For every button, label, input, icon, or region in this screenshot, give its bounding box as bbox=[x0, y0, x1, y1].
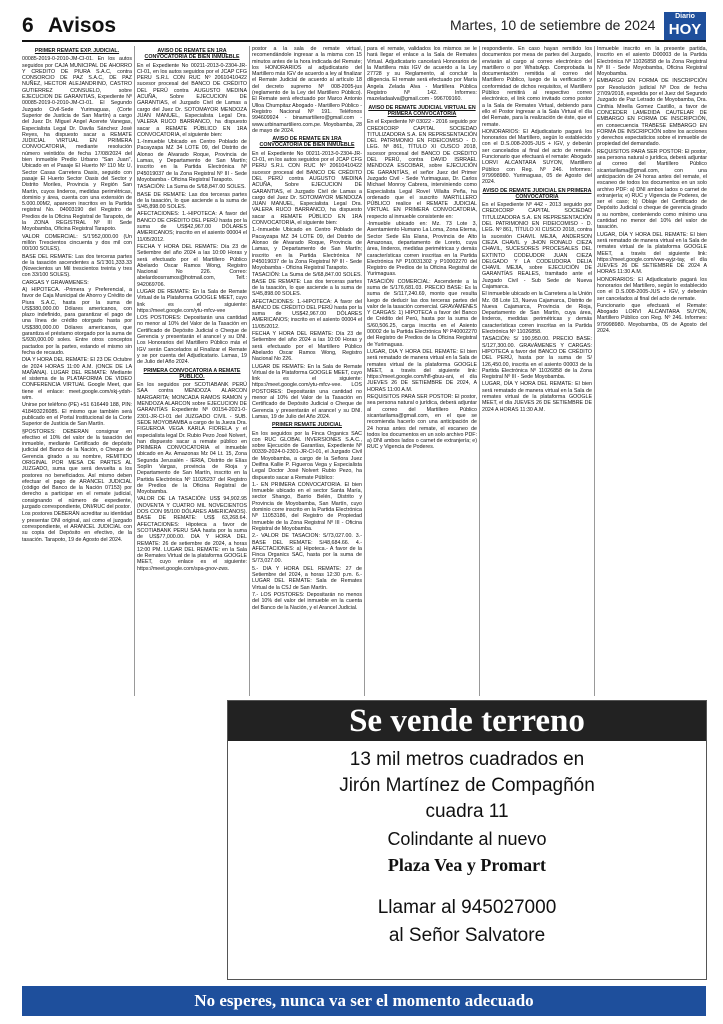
logo-main-text: HOY bbox=[668, 21, 702, 38]
ad-title: Se vende terreno bbox=[228, 701, 706, 741]
column-5 bbox=[482, 46, 592, 696]
notice-paragraph: AFECTACIONES: 1.-HIPOTECA: A favor del BANCO DE CRÉDITO DEL PERÚ hasta por la suma de US$42,967.00 DÓLARES AMERICANOS; inscrito en el asiento 00004 el 11/05/2012. bbox=[137, 211, 247, 243]
logo-top-text: Diario bbox=[675, 13, 695, 20]
newspaper-logo bbox=[664, 12, 706, 40]
notice-heading: AVISO DE REMATE EN 1RA CONVOCATORIA DE BIEN INMUEBLE bbox=[259, 136, 355, 149]
notice-paragraph: FECHA Y HORA DEL REMATE: Día 23 de Setiembre del año 2024 a las 10:00 Horas y será efectuado por el Martillero Público Abelardo Oscar Ramos Wong, Registro Nacional No 226. Correo: abelardoosrramos@hotmail.com, Telf.: 942069706. bbox=[137, 243, 247, 288]
column-6 bbox=[597, 46, 707, 696]
notice-paragraph: TASACIÓN: La Suma de S/68,847.00 SOLES. BASE DE REMATE: Las dos terceras partes de la tasación, lo que asciende a la suma de S/45,898.00 SOLES. bbox=[252, 272, 362, 298]
notice-paragraph: CARGAS Y GRAVAMENES: bbox=[22, 279, 89, 286]
notice-paragraph: FECHA Y HORA DEL REMATE: Día 23 de Setiembre del año 2024 a las 10:00 Horas y será efectuado por el Martillero Público Abelardo Oscar Ramos Wong, Registro Nacional No 226. bbox=[252, 331, 362, 363]
notice-paragraph: Unirse por teléfono (PE) +51 616449 188, PIN: 418493226085. El mismo que también será publicado en el Portal Institucional de la Corte Superior de Justicia de San Martín. bbox=[22, 402, 132, 428]
notice-paragraph: BASE DE REMATE: Las dos terceras partes de la tasación, lo que asciende a la suma de S/45,898.00 SOLES. bbox=[137, 191, 247, 211]
notice-paragraph: El inmueble ubicado en la Carretera a la Unión Mz. 08 Lote 13, Nueva Cajamarca, Distrito de Nueva Cajamarca, Provincia de Rioja, Departamento de San Martín, cuya área, linderos, medidas perimétricas y demás características corren inscritas en la Partida Electrónica Nº 11026858. bbox=[482, 291, 592, 336]
notice-paragraph: §POSTORES: DEBERAN consignar en efectivo el 10% del valor de la tasación del inmueble, mediante Certificado de depósito judicial del Banco de la Nación, o Cheque de Gerencia girado a su nombre, REMITIDO ORIGINAL POR MESA DE PARTES AL JUZGADO, suma que será devuelta a los postores no beneficiados. Así mismo deben efectuar el pago de ARANCEL JUDICIAL (código del Banco de la Nación 07153) por derecho a participar en el remate judicial, consignando el número de expediente, juzgado correspondiente, DNI/RUC del postor. bbox=[22, 428, 132, 511]
notice-paragraph: EMBARGO EN FORMA DE INSCRIPCIÓN por Resolución judicial Nº Dos de fecha 27/09/2018, expedida por el Juez del Segundo Juzgado de Paz Letrado de Moyobamba, Dra. Cinthia Mirella Gomez Castillo, a favor de CONCEDER LAMEDIDA CAUTELAR DE EMBARGO EN FORMA DE INSCRIPCIÓN, en consecuencia TRABESE EMBARGO EN FORMA DE INSCRIPCIÓN sobre los acciones y derechos expectaticios sobre el inmueble de propiedad del demandado. bbox=[597, 78, 707, 148]
notice-paragraph: postor a la sala de remate virtual, recomendándole ingresar a la misma con 15 minutos antes de la hora indicada del Remate; los HONORARIOS al adjudicatario del Martillero más IGV de acuerdo a ley al finalizar el Remate Judicial de acuerdo al artículo 18 del decreto supremo Nº 008-2005-jus (reglamento de la Ley del Martillero Público). El Remate será efectuado por Marco Antonio Ulloa Chumpitaz Abogado - Martillero Público - Registro Nacional Nº 191. Teléfonos 994609924 - binamartiliero@gmail.com - www.urbinamartiliero.com.pe. Moyobamba, 28 de mayo de 2024. bbox=[252, 46, 362, 134]
column-1 bbox=[22, 46, 132, 696]
notice-paragraph: LUGAR, DÍA Y HORA DEL REMATE: El bien será rematado de manera virtual en la Sala de remates virtual de la plataforma GOOGLE MEET, a través del siguiente link: https://meet.google.com/vwe-ayjz-tay, el día JUEVES 26 DE SETIEMBRE DE 2024 A HORAS 11:30 A.M. bbox=[597, 231, 707, 276]
notice-paragraph: En los seguidos por la Finca Organics SAC con RUC GLOBAL INVERSIONES S.A.C., sobre Ejecución de Garantías, Expediente Nº 00339-2024-0-2301-JR-CI-01, el Juzgado Civil de Moyobamba, a cargo de la Señora Juez Deifina Kallie P. Figueroa Vega y Especialista Legal Doctor José Nolvert Rubio Pezo, ha dispuesto sacar a Remate Público: bbox=[252, 430, 362, 481]
notice-paragraph: TASACIÓN: S/ 190,950.00. PRECIO BASE: S/127,300.00. GRAVÁMENES Y CARGAS: HIPOTECA a favor del BANCO DE CRÉDITO DEL PERÚ, hasta por la suma de S/ 126,450.00, inscrita en el asiento 00003 de la Partida Electrónica Nº 11026858 de la Zona Registral Nº III - Sede Moyobamba. bbox=[482, 336, 592, 381]
notice-paragraph: 1.- EN PRIMERA CONVOCATORIA. El bien Inmueble ubicado en el sector Santa María, sector Shango, Barrio Belén, Distrito y Provincia de Moyobamba, San Martín, cuyo dominio corre inscrito en la Partida Electrónica Nº 11053186, del Registro de Propiedad Inmueble de la Zona Registral Nº III - Oficina Registral de Moyobamba. bbox=[252, 481, 362, 532]
notice-heading: PRIMER REMATE JUDICIAL bbox=[272, 422, 342, 429]
notice-heading: PRIMERA CONVOCATORIA A REMATE PÚBLICO. bbox=[143, 367, 241, 380]
ad-line-phone: Llamar al 945027000 bbox=[377, 897, 557, 918]
notice-paragraph: VALOR DE LA TASACIÓN: US$ 94,902.95 (NOVENTA Y CUATRO MIL NOVECIENTOS DOS CON 95/100 DÓLARES AMERICANOS). BASE DE REMATE: US$ 63,268.64. AFECTACIONES: Hipoteca a favor de SCOTIABANK PERU SAA hasta por la suma de US$77,000.00. DIA Y HORA DEL REMATE: 26 de setiembre de 2024, a horas 12:00 PM. LUGAR DEL REMATE: en la Sala de Remates Virtual de la plataforma GOOGLE MEET, cuyo enlace es el siguiente: https://meet.google.com/spa-gnov-zws. bbox=[137, 496, 247, 572]
notice-paragraph: para el remate, validados los mismos se le hará llegar el enlace a la Sala de Remates Virtual. Adjudicatario cancelará Honorarios de la Martillera más IGV de acuerdo a la Ley 27728 y su Reglamento, al concluir la diligencia. El remate será efectuado por María Angela Zelada Alva - Martillera Pública Registro Nº 142. Informes: mazeladaalva@gmail.com - 996709160. bbox=[367, 46, 477, 103]
notice-paragraph: HONORARIOS: El Adjudicatario pagará los honorarios del Martillero, según lo establecido con el D.S.008-2005-JUS + IGV, y deberán ser cancelados al final del acto de remate. Funcionario que efectuará el remate: Abogado LORVI ALCANTARA SUYON, Martillero Público con Reg. Nº 246. Informes: 979998980. Yurimaguas, 05 de Agosto del 2024. bbox=[482, 128, 592, 186]
notice-paragraph: 5.- DIA Y HORA DEL REMATE: 27 de Setiembre del 2024, a horas 12:30 p.m. 6.- LUGAR DEL REMATE: Sala de Remates Virtual de la CSJ de San Martín. bbox=[252, 565, 362, 591]
ad-line-street: Jirón Martínez de Compagñón bbox=[339, 775, 595, 796]
header-rule bbox=[22, 40, 706, 42]
notice-paragraph: 1.-Inmueble Ubicado en Centro Poblado de Pacayzapa MZ 34 LOTE 09, del Distrito de Alonso de Alvarado Roque, Provincia de Lamas, y Departamento de San Martín; inscrito en la Partida Electrónica Nº P45019037 de la Zona Registral Nº III - Sede Moyobamba - Oficina Registral Tarapoto. bbox=[252, 227, 362, 272]
notice-paragraph: HONORARIOS: El Adjudicatario pagará los honorarios del Martillero, según lo establecido con el D.S.008-2005-JUS + IGV, y deberán ser cancelados al final del acto de remate. bbox=[597, 276, 707, 302]
notice-columns bbox=[22, 46, 706, 696]
notice-paragraph: TASACIÓN: La Suma de S/68,847.00 SOLES. bbox=[137, 184, 246, 191]
column-3 bbox=[252, 46, 362, 696]
notice-heading: AVISO DE REMATE JUDICIAL VIRTUAL EN PRIMERA CONVOCATORIA bbox=[368, 104, 476, 117]
column-2 bbox=[137, 46, 247, 696]
notice-paragraph: LOS POSTORES: Depositarán una cantidad no menor al 10% del Valor de la Tasación en Certificado de Depósito Judicial o Cheque de Gerencia y presentarán el arancel y su DNI. Los Honorarios del Martillero Público más el IGV serán Cancelados al Finalizar el Remate y se por cuenta del Adjudicatario. Lamas, 19 de Julio del Año 2024. bbox=[137, 315, 247, 366]
column-divider bbox=[249, 46, 250, 696]
notice-paragraph: REQUISITOS PARA SER POSTOR: El postor, sea persona natural o jurídica, deberá adjuntar al correo del Martillero Público sicantarilama@gmail.com, con una anticipación de 24 horas antes del remate, el escaneo de todos los documentos en un solo archivo PDF: a) DNI ambos lados o carnet de extranjería; e) RUC y Vigencia de Poderes, de ser el caso; b) Oblaje del Certificado de Depósito Judicial o cheque de gerencia girado a su nombre, conteniendo como mínimo una cantidad no menor del 10% del valor de tasación. bbox=[597, 148, 707, 231]
notice-paragraph: En los seguidos por SCOTIABANK PERÚ SAA contra MENDOZA ALARCON MARGARITA; MONCADA RAMOS RAMON y MENDOZA ALARCON sobre EJECUCION DE GARANTÍAS Expediente Nº 00154-2021-0-2301-JR-CI-01 del JUZGADO CIVIL - SUB. SEDE MOYOBAMBA a cargo de la Jueza Dra. FIGUEROA VEGA KARLA FIORELA y el especialista legal Dr. Rubio Pezo José Nolvert, han dispuesto sacar a remate público en PRIMERA CONVOCATORIA el inmueble ubicado en Av. Amazonas Mz 04 Lt. 15, Zona Segunda Jerusalén - IERIA, Distrito de Elías Soplín Vargas, provincia de Rioja y Departamento de San Martín, inscrito en la Partida Electrónica Nº 11026237 del Registro de Predios de la Oficina Registral de Moyobamba. bbox=[137, 382, 247, 496]
page-number: 6 bbox=[22, 14, 34, 37]
column-divider bbox=[479, 46, 480, 696]
notice-paragraph: En el Expediente Nº 03022 - 2016 seguido por CREDICORP CAPITAL SOCIEDAD TITULIZADORA S.A. EN REPRESENTACIÓN DEL PATRIMONIO EN FIDEICOMISO - D. LEG. Nº 861, TÍTULO XI CUSCO 2018, sucesor procesal del BANCO DE CRÉDITO DEL PERÚ, contra DAVID ISRRAEL MENDOZA ESCOBAR, sobre EJECUCIÓN DE GARANTÍAS, el señor Juez del Primer Juzgado Civil - Sede Yurimaguas, Dr. Carlos Michael Monroy Cabrera, interviniendo como Especialista Legal Rovel Villalta Peña, ha ordenado que el suscrito MARTILLERO PÚBLICO realice el REMATE JUDICIAL VIRTUAL EN PRIMERA CONVOCATORIA, respecto al inmueble consistente en: bbox=[367, 119, 477, 220]
issue-date: Martes, 10 de setiembre de 2024 bbox=[450, 17, 656, 33]
notice-heading: AVISO DE REMATE EN 1RA CONVOCATORIA DE BIEN INMUEBLE bbox=[144, 48, 240, 61]
ad-line-stores: Plaza Vea y Promart bbox=[387, 855, 547, 875]
notice-paragraph: TASACIÓN COMERCIAL: Ascendente a la suma de S/176,681.03. PRECIO BASE: Es la suma de S/117,240.69, monto que resulta luego de deducir las dos terceras partes del valor de la tasación comercial. GRAVÁMENES Y CARGAS: 1) HIPOTECA a favor del Banco de Crédito del Perú, hasta por la suma de S/60,506.25, carga inscrita en el Asiento 00002 de la Partida Electrónica Nº P40002270 del Registro de Predios de la Oficina Registral de Yurimaguas. bbox=[367, 278, 477, 348]
column-divider bbox=[594, 46, 595, 696]
ad-line-area: 13 mil metros cuadrados en bbox=[349, 749, 585, 770]
notice-paragraph: BASE DEL REMATE: Las dos terceras partes de la tasación ascendentes a S/1'301,333.33 (Novecientos un Mil trescientos treinta y tres con 33/100 SOLES). bbox=[22, 253, 132, 279]
notice-paragraph: En el Expediente No 00211-2013-0-2304-JR-CI-01, en los autos seguidos por el JCAP CFG PERU S.R.L CON RUC Nº 20610410422 sucesor procesal del BANCO DE CRÉDITO DEL PERÚ contra AUGUSTO MEDINA ACUÑA, Sobre EJECUCION DE GARANTIAS, el Juzgado Civil de Lamas a cargo del Juez Dr. SOTOMAYOR MENDOZA JUAN MANUEL, Especialista Legal Dra. VALERA RUCO BARRANCO, ha dispuesto sacar a REMATE PÚBLICO EN 1RA CONVOCATORIA, el siguiente bien: bbox=[252, 150, 362, 227]
notice-paragraph: 2.- VALOR DE TASACION: S/73,027.00. 3.- BASE DEL REMATE: S/48,684.66. 4.- AFECTACIONES: a) Hipoteca.- A favor de la Finca Organics SAC, hasta por la suma de S/73,027.00. bbox=[252, 533, 362, 565]
notice-paragraph: En el Expediente No 00211-2013-0-2304-JR-CI-01, en los autos seguidos por el JCAP CFG PERU S.R.L CON RUC Nº 20610410422 sucesor procesal del BANCO DE CRÉDITO DEL PERÚ contra AUGUSTO MEDINA ACUÑA, Sobre EJECUCION DE GARANTIAS, el Juzgado Civil de Lamas a cargo del Juez Dr. SOTOMAYOR MENDOZA JUAN MANUEL, Especialista Legal Dra. VALERA RUCO BARRANCO, ha dispuesto sacar a REMATE PÚBLICO EN 1RA CONVOCATORIA, el siguiente bien: bbox=[137, 62, 247, 138]
footer-banner: No esperes, nunca va ser el momento adecuado bbox=[22, 986, 706, 1016]
notice-paragraph: Inmueble inscrito en la presente partida, inscrito en el asiento D00003 de la Partida Electrónica Nº 11026858 de la Zona Registral Nº III - Sede Moyobamba, Oficina Registral Moyobamba. bbox=[597, 46, 707, 78]
notice-paragraph: Los postores DEBERÁN acreditar su identidad y presentar DNI original, así como el juzgado correspondiente, el ARANCEL JUDICIAL con su copia del Depósito en efectivo, de la tasación. Tarapoto, 19 de Agosto del 2024. bbox=[22, 511, 132, 543]
notice-heading: AVISO DE REMATE JUDICIAL EN PRIMERA CONVOCATORIA bbox=[482, 187, 592, 200]
section-title: Avisos bbox=[48, 14, 117, 37]
notice-paragraph: REQUISITOS PARA SER POSTOR: El postor, sea persona natural o jurídica, deberá adjuntar al correo del Martillero Público sicantarilama@gmail.com, en el que se recomienda hacerlo con una anticipación de 24 horas antes del remate, el escaneo de todos los documentos en un solo archivo PDF: a) DNI ambos lados o carnet de extranjería; e) RUC y Vigencia de Poderes. bbox=[367, 394, 477, 451]
page-header bbox=[0, 0, 723, 40]
notice-paragraph: LUGAR, DIA Y HORA DEL REMATE: El bien será rematado de manera virtual en la Sala de remates virtual de la plataforma GOOGLE MEET, a través del siguiente link: https://meet.google.com/hfl-gbuu-ani, el día JUEVES 26 DE SETIEMBRE DE 2024, A HORAS 11:00 A.M. bbox=[367, 348, 477, 393]
ad-line-block: cuadra 11 bbox=[425, 801, 509, 822]
notice-paragraph: Funcionario que efectuará el Remate: Abogado LORVI ALCANTARA SUYON, Martillero Público con Reg. Nº 246. Informes: 979998980. Moyobamba, 05 de Agosto del 2024. bbox=[597, 302, 707, 335]
notice-paragraph: 7.- LOS POSTORES: Depositarán no menos del 10% del valor del inmueble en la cuenta del Banco de la Nación, y el Arancel Judicial. bbox=[252, 591, 362, 611]
column-divider bbox=[364, 46, 365, 696]
column-divider bbox=[134, 46, 135, 696]
ad-line-adjacent: Colindante al nuevo bbox=[387, 829, 547, 849]
notice-paragraph: En el Expediente Nº 442 - 2013 seguido por CREDICORP CAPITAL SOCIEDAD TITULIZADORA S.A. EN REPRESENTACIÓN DEL PATRIMONIO EN FIDEICOMISO - D. LEG. Nº 861, TÍTULO XI CUSCO 2018, contra la sucesión CHAVIL MEJIA, ANDERSON CIEZA CHAVIL y JHON RONALD CIEZA CHAVIL, SUCESORES PROCESALES DEL EXTINTO CODEUDOR JUAN CIEZA DELGADO Y LA CODEUDORA DELIA CHAVIL MEJIA, sobre EJECUCIÓN DE GARANTÍAS REALES, tramitado ante el Juzgado Civil - Sub Sede de Nueva Cajamarca. bbox=[482, 202, 592, 290]
notice-heading: PRIMER REMATE EXP. JUDICIAL. bbox=[34, 48, 120, 54]
notice-paragraph: LUGAR, DÍA Y HORA DEL REMATE: El bien será rematado de manera virtual en la Sala de remates virtual de la plataforma GOOGLE MEET, el día JUEVES 26 DE SETIEMBRE DE 2024 A HORAS 11:30 A.M. bbox=[482, 381, 592, 413]
notice-paragraph: LUGAR DE REMATE: En la Sala de Remate Virtual de la Plataforma GOOGLE MEET, cuyo link es el siguiente: https://meet.google.com/ytu-mfcv-vee bbox=[137, 288, 247, 314]
ad-line-contact: al Señor Salvatore bbox=[388, 925, 546, 946]
notice-paragraph: LUGAR DE REMATE: En la Sala de Remate Virtual de la Plataforma GOOGLE MEET, cuyo link es el siguiente: https://meet.google.com/ytu-mfcv-vee. LOS POSTORES: Depositarán una cantidad no menor al 10% del Valor de la Tasación en Certificado de Depósito Judicial o Cheque de Gerencia y presentarán el arancel y su DNI. Lamas, 19 de Julio del Año 2024. bbox=[252, 363, 362, 420]
column-4 bbox=[367, 46, 477, 696]
notice-paragraph: 00085-2019-0-2010-JM-CI-01. En los autos seguidos por CAJA MUNICIPAL DE AHORRO Y CREDITO DE PIURA S.A.C, contra CONSORCIO DE PAZ S.A.C, DE PAZ NUÑEZ, HECTOR ALEJANDRINO, CASTRO GUTIERREZ CONSUELO, sobre EJECUCION DE GARANTIAS, Expediente Nº 00085-2019-0-2010-JM-CI-01. El Segundo Juzgado Civil-Sede Yurimaguas, (Corte Superior de Justicia de San Martín) a cargo del Juez Dr. Miguel Angel Acerete Vanegas, Especialista Legal Dr. Davila Sánchez José Reyes, ha dispuesto sacar a REMATE JUDICIAL VIRTUAL EN PRIMERA CONVOCATORIA, mediante resolución número veintidós de fecha 17/08/2024 del bien inmueble Predio Urbano "San Juan", Ubicado en el Pasaje El Huerto Nº 110 Mz U, Sector Casas Carretera Oasis, seguido con pasaje El Huerto Sector Oasis del Sector y Distrito Moriles, Provincia y Región San Martín, cuyos linderos, medidas perimétricas, dominio y área, cuenta con una extensión de 5.000.00M2, aparecen inscritos en la Partida registral No. 04003190 del Registro de Predios de la Oficina Registral de Tarapoto, de la ZONA REGISTRAL Nº III Sede Moyobamba, Oficina Registral Tarapoto. bbox=[22, 56, 132, 233]
notice-paragraph: A) HIPOTECA. -Primera y Preferencial, a favor de Caja Municipal de Ahorro y Crédito de Piura S.A.C, hasta por la suma de US$380,000.00 Dólares americanos, con plazo indefinido, para garantizar el pago de una línea de crédito otorgado hasta por US$380,000.00 Dólares americanos, que garantiza el préstamo otorgado por la suma de S/930,000.00 soles. Entre otros conceptos pactados por la partes, estando el mismo sin fecha de recaudo. bbox=[22, 286, 132, 356]
notice-paragraph: -Inmueble ubicado en: Mz. 73 Lote 3, Asentamiento Humano La Loma, Zona Eterna, Sector Sede Ela Elana, Provincia de Alto Amazonas, departamento de Loreto, cuya área, linderos, medidas perimétricas y demás características corren inscritas en la Partida Electrónica Nº P10031302 y P10002270 del Registro de Predios de la Oficina Registral de Yurimaguas. bbox=[367, 221, 477, 278]
real-estate-ad bbox=[227, 700, 707, 980]
notice-paragraph: respondiente. En caso hayan remitido los documentos por mesa de partes del Juzgado, enviarán al cargo al correo electrónico del martillero o por WhatsApp. Comprobada la documentación remitida al correo del Martillero Público, luego de la verificación y conformidad de dichos requisitos, el Martillero Público remitirá al respectivo correo electrónico, el link como invitado como postor a la Sala de Remates Virtual, debiendo para ello el Postor ingresar a la Sala Virtual el día del Remate, para la realización de éste, que el remate. bbox=[482, 46, 592, 128]
notice-paragraph: DIA Y HORA DEL REMATE: El 23 DE Octubre de 2024 HORAS 11:00 A.M. (ONCE DE LA MAÑANA). LUGAR DEL REMATE: Mediante el sistema de la PLATAFORMA DE VIDEO CONFERENCIA VIRTUAL Google Meet, que tiene el enlace: meet.google.com/xkj-ydsh-wim. bbox=[22, 357, 132, 402]
notice-paragraph: VALOR COMERCIAL: S/1'952,000.00 (Un millón Trescientos cincuenta y dos mil con 00/100 SOLES). bbox=[22, 233, 132, 253]
notice-paragraph: AFECTACIONES: 1.-HIPOTECA: A favor del BANCO DE CRÉDITO DEL PERÚ hasta por la suma de US$42,967.00 DÓLARES AMERICANOS; inscrito en el asiento 00004 el 11/05/2012. bbox=[252, 298, 362, 330]
notice-paragraph: 1.-Inmueble Ubicado en Centro Poblado de Pacayzapa MZ 34 LOTE 09, del Distrito de Alonso de Alvarado Roque, Provincia de Lamas, y Departamento de San Martín; inscrito en la Partida Electrónica Nº P45019037 de la Zona Registral Nº III - Sede Moyobamba - Oficina Registral Tarapoto. bbox=[137, 139, 247, 183]
